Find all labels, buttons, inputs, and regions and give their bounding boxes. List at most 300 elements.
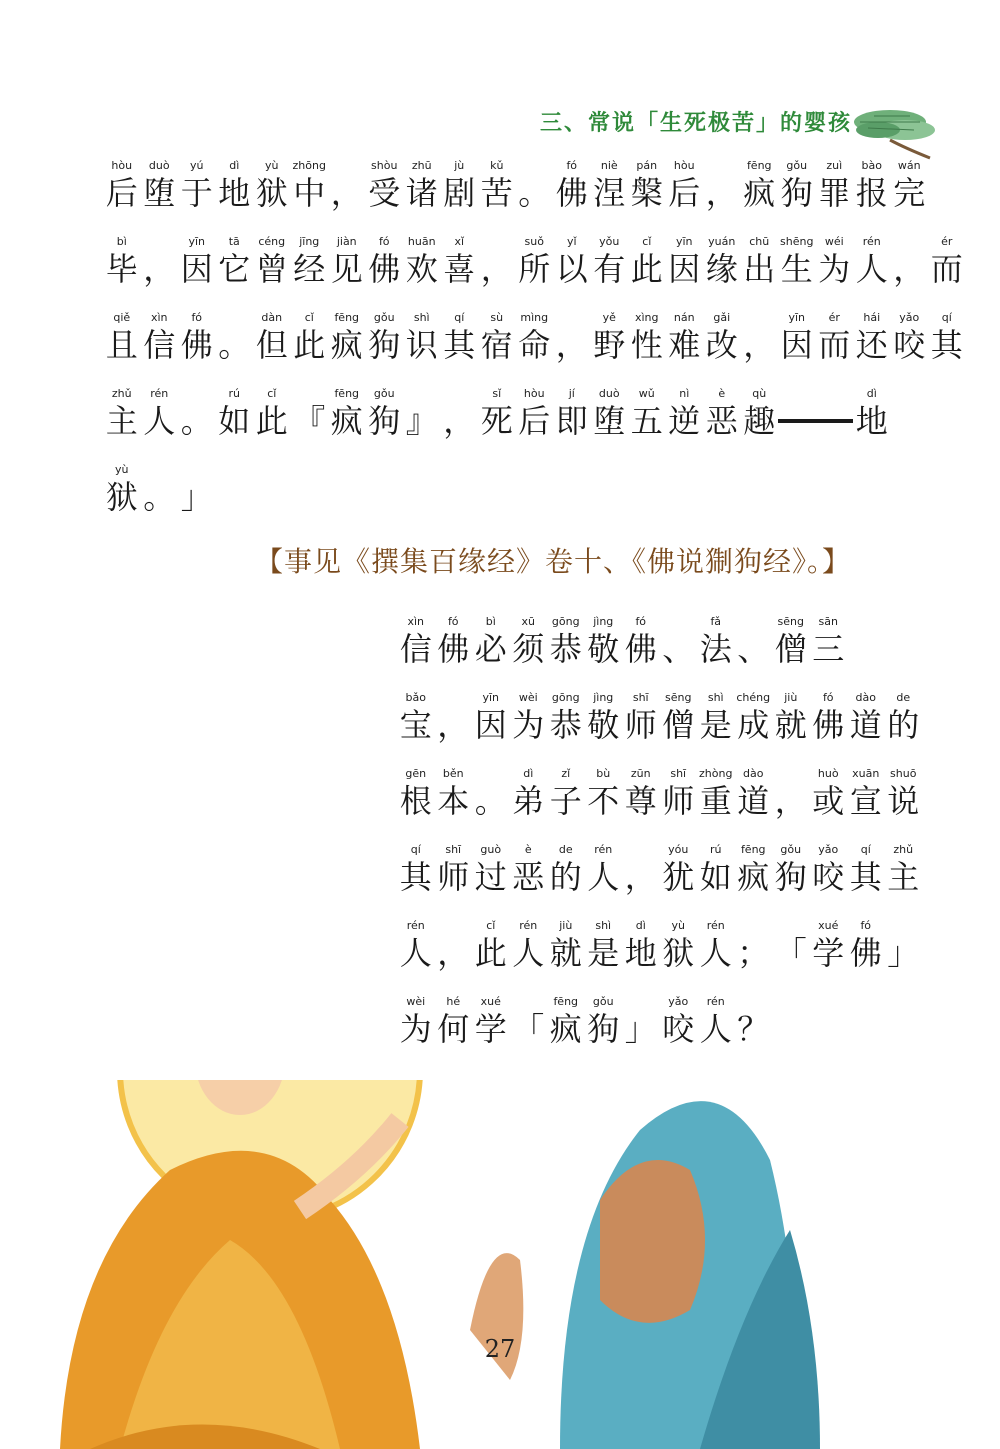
hanzi: 其 [399, 858, 432, 896]
character-cell [216, 386, 254, 440]
character-cell [697, 918, 735, 972]
hanzi: 疯 [330, 326, 363, 364]
character-cell [510, 766, 548, 820]
pinyin: yě [602, 311, 616, 324]
character-cell [478, 310, 516, 364]
character-cell [141, 234, 179, 288]
character-cell [847, 766, 885, 820]
character-cell [735, 614, 773, 668]
hanzi: 狗 [368, 326, 401, 364]
hanzi: ， [555, 326, 588, 364]
hanzi: 「 [774, 934, 807, 972]
character-cell [853, 386, 891, 440]
hanzi: 槃 [630, 174, 663, 212]
pinyin: céng [258, 235, 286, 248]
character-cell [253, 234, 291, 288]
character-cell [291, 386, 329, 440]
hanzi: 狗 [587, 1010, 620, 1048]
hanzi: 的 [887, 706, 920, 744]
character-cell [441, 158, 479, 212]
pinyin: yīn [675, 235, 693, 248]
hanzi: 过 [474, 858, 507, 896]
character-cell [547, 918, 585, 972]
hanzi: 识 [405, 326, 438, 364]
character-cell [703, 310, 741, 364]
character-cell [853, 158, 891, 212]
hanzi: ， [774, 782, 807, 820]
character-cell [666, 386, 704, 440]
pinyin: zǐ [561, 767, 571, 780]
hanzi: 疯 [330, 402, 363, 440]
hanzi: 其 [443, 326, 476, 364]
character-cell [141, 158, 179, 212]
character-cell [553, 234, 591, 288]
pinyin: qí [454, 311, 465, 324]
character-cell [591, 386, 629, 440]
character-cell [403, 310, 441, 364]
character-cell [816, 310, 854, 364]
character-cell [472, 690, 510, 744]
character-cell [397, 766, 435, 820]
hanzi: 道 [849, 706, 882, 744]
character-cell [435, 766, 473, 820]
character-cell [291, 310, 329, 364]
character-cell [366, 310, 404, 364]
pinyin: jí [568, 387, 575, 400]
hanzi: 命 [518, 326, 551, 364]
text-line [103, 158, 928, 212]
hanzi: 完 [893, 174, 926, 212]
character-cell [516, 234, 554, 288]
hanzi: 因 [474, 706, 507, 744]
character-cell [547, 994, 585, 1048]
hanzi: 须 [512, 630, 545, 668]
hanzi: 僧 [662, 706, 695, 744]
hanzi: 宝 [399, 706, 432, 744]
pinyin: gǒu [780, 843, 802, 856]
character-cell [735, 994, 773, 1048]
pinyin: yīn [482, 691, 500, 704]
hanzi: 僧 [774, 630, 807, 668]
hanzi: 犹 [662, 858, 695, 896]
pinyin: cǐ [486, 919, 496, 932]
hanzi: 恶 [512, 858, 545, 896]
hanzi: 本 [437, 782, 470, 820]
hanzi: ， [705, 174, 738, 212]
pinyin: bù [596, 767, 611, 780]
pinyin: fó [447, 615, 459, 628]
character-cell [660, 994, 698, 1048]
hanzi: 如 [699, 858, 732, 896]
text-line [397, 918, 922, 972]
character-cell [553, 158, 591, 212]
pinyin: fēng [334, 387, 360, 400]
chapter-header: 三、常说「生死极苦」的婴孩 [539, 111, 852, 136]
character-cell [328, 386, 366, 440]
hanzi: 苦 [480, 174, 513, 212]
character-cell [397, 614, 435, 668]
text-line [397, 614, 847, 668]
character-cell [778, 158, 816, 212]
pinyin: rén [150, 387, 169, 400]
character-cell [666, 158, 704, 212]
pinyin: jìng [593, 615, 614, 628]
hanzi: 就 [549, 934, 582, 972]
hanzi: 狗 [368, 402, 401, 440]
hanzi: 逆 [668, 402, 701, 440]
pinyin: jiù [784, 691, 798, 704]
pinyin: bào [861, 159, 882, 172]
hanzi: 地 [218, 174, 251, 212]
hanzi: ， [443, 402, 476, 440]
hanzi: 主 [887, 858, 920, 896]
hanzi: 地 [624, 934, 657, 972]
character-cell [435, 614, 473, 668]
pinyin: de [558, 843, 573, 856]
pinyin: sù [490, 311, 504, 324]
pine-tree-icon [850, 100, 940, 162]
character-cell [622, 842, 660, 896]
hanzi: 。 [218, 326, 251, 364]
hanzi: 地 [855, 402, 888, 440]
character-cell [735, 842, 773, 896]
character-cell [772, 614, 810, 668]
text-line [397, 994, 772, 1048]
hanzi: 佛 [624, 630, 657, 668]
hanzi: 人 [699, 934, 732, 972]
pinyin: dào [855, 691, 876, 704]
character-cell [178, 462, 216, 516]
hanzi: 欢 [405, 250, 438, 288]
hanzi: 。 [474, 782, 507, 820]
character-cell [928, 234, 966, 288]
character-cell [741, 386, 779, 440]
pinyin: yīn [188, 235, 206, 248]
pinyin: pán [636, 159, 658, 172]
pinyin: cǐ [304, 311, 314, 324]
text-line [397, 690, 922, 744]
character-cell [103, 310, 141, 364]
character-cell [510, 614, 548, 668]
character-cell [660, 690, 698, 744]
hanzi: 因 [180, 250, 213, 288]
character-cell [547, 614, 585, 668]
hanzi: 恭 [549, 630, 582, 668]
character-cell [141, 462, 179, 516]
character-cell [547, 690, 585, 744]
hanzi: 。 [143, 478, 176, 516]
pinyin: gǒu [592, 995, 614, 1008]
buddha-and-woman-illustration [0, 1080, 1000, 1449]
hanzi: 堕 [143, 174, 176, 212]
hanzi: 人 [699, 1010, 732, 1048]
pinyin: zhǔ [893, 843, 914, 856]
hanzi: 难 [668, 326, 701, 364]
pinyin: sēng [777, 615, 804, 628]
pinyin: wèi [406, 995, 426, 1008]
character-cell [703, 386, 741, 440]
character-cell [291, 234, 329, 288]
hanzi: 恭 [549, 706, 582, 744]
hanzi: 是 [587, 934, 620, 972]
character-cell [397, 842, 435, 896]
character-cell [810, 614, 848, 668]
pinyin: fēng [740, 843, 766, 856]
hanzi: ， [480, 250, 513, 288]
pinyin: xū [521, 615, 535, 628]
pinyin: rén [406, 919, 425, 932]
pinyin: rú [710, 843, 722, 856]
character-cell [478, 234, 516, 288]
pinyin: fǎ [710, 615, 722, 628]
hanzi: 但 [255, 326, 288, 364]
pinyin: dào [743, 767, 764, 780]
character-cell [585, 994, 623, 1048]
hanzi: 即 [555, 402, 588, 440]
pinyin: yù [671, 919, 685, 932]
character-cell [741, 234, 779, 288]
hanzi: 报 [855, 174, 888, 212]
character-cell [735, 918, 773, 972]
character-cell [660, 842, 698, 896]
pinyin: rén [594, 843, 613, 856]
pinyin: de [896, 691, 911, 704]
character-cell [847, 918, 885, 972]
hanzi: 敬 [587, 706, 620, 744]
character-cell [591, 158, 629, 212]
character-cell [216, 234, 254, 288]
hanzi: 为 [818, 250, 851, 288]
pinyin: rén [519, 919, 538, 932]
character-cell [547, 766, 585, 820]
character-cell [291, 158, 329, 212]
hanzi: 。 [180, 402, 213, 440]
pinyin: sēng [665, 691, 692, 704]
character-cell [397, 690, 435, 744]
pinyin: zuì [826, 159, 843, 172]
pinyin: sān [818, 615, 838, 628]
character-cell [472, 918, 510, 972]
pinyin: jiàn [336, 235, 357, 248]
hanzi: 喜 [443, 250, 476, 288]
pinyin: shì [595, 919, 612, 932]
character-cell [441, 234, 479, 288]
character-cell [928, 310, 966, 364]
hanzi: 人 [399, 934, 432, 972]
character-cell [516, 158, 554, 212]
pinyin: guò [480, 843, 502, 856]
hanzi: 狱 [255, 174, 288, 212]
character-cell [141, 310, 179, 364]
pinyin: niè [600, 159, 618, 172]
hanzi: 狗 [780, 174, 813, 212]
character-cell [853, 234, 891, 288]
hanzi: 』 [405, 402, 438, 440]
character-cell [178, 310, 216, 364]
hanzi: 佛 [555, 174, 588, 212]
pinyin: huò [817, 767, 839, 780]
pinyin: kǔ [490, 159, 504, 172]
hanzi: 『 [293, 402, 326, 440]
hanzi: 还 [855, 326, 888, 364]
hanzi: ， [743, 326, 776, 364]
pinyin: rén [706, 919, 725, 932]
pinyin: yǎo [818, 843, 839, 856]
character-cell [622, 994, 660, 1048]
pinyin: wéi [824, 235, 844, 248]
hanzi: 佛 [812, 706, 845, 744]
character-cell [216, 310, 254, 364]
character-cell [472, 614, 510, 668]
hanzi: 说 [887, 782, 920, 820]
hanzi: 」 [624, 1010, 657, 1048]
hanzi: 以 [555, 250, 588, 288]
character-cell [891, 234, 929, 288]
hanzi: 信 [399, 630, 432, 668]
character-cell [810, 766, 848, 820]
character-cell [885, 918, 923, 972]
pinyin: bì [485, 615, 496, 628]
hanzi: 信 [143, 326, 176, 364]
hanzi: 毕 [105, 250, 138, 288]
pinyin: yǎo [899, 311, 920, 324]
hanzi: 弟 [512, 782, 545, 820]
hanzi: 曾 [255, 250, 288, 288]
hanzi: 罪 [818, 174, 851, 212]
hanzi: 、 [662, 630, 695, 668]
pinyin: sǐ [492, 387, 502, 400]
character-cell [216, 158, 254, 212]
character-cell [472, 766, 510, 820]
pinyin: suǒ [524, 235, 544, 248]
character-cell [553, 386, 591, 440]
character-cell [178, 386, 216, 440]
character-cell [591, 234, 629, 288]
hanzi: 子 [549, 782, 582, 820]
hanzi: 「 [512, 1010, 545, 1048]
hanzi: 学 [474, 1010, 507, 1048]
character-cell [397, 918, 435, 972]
hanzi: 人 [512, 934, 545, 972]
buddha-figure [60, 1080, 420, 1449]
hanzi: 出 [743, 250, 776, 288]
pinyin: fó [191, 311, 203, 324]
character-cell [585, 690, 623, 744]
pinyin: qiě [113, 311, 131, 324]
hanzi: 诸 [405, 174, 438, 212]
character-cell [810, 690, 848, 744]
character-cell [103, 234, 141, 288]
character-cell [403, 158, 441, 212]
character-cell [622, 690, 660, 744]
pinyin: mìng [520, 311, 549, 324]
pinyin: yù [115, 463, 129, 476]
pinyin: yǒu [599, 235, 620, 248]
hanzi: 咬 [812, 858, 845, 896]
hanzi: 疯 [737, 858, 770, 896]
hanzi: 重 [699, 782, 732, 820]
character-cell [622, 614, 660, 668]
hanzi: 佛 [849, 934, 882, 972]
character-cell [472, 842, 510, 896]
hanzi: 或 [812, 782, 845, 820]
pinyin: zhōng [292, 159, 326, 172]
pinyin: qí [410, 843, 421, 856]
hanzi: 师 [437, 858, 470, 896]
character-cell [885, 690, 923, 744]
character-cell [478, 386, 516, 440]
character-cell [847, 842, 885, 896]
hanzi: 堕 [593, 402, 626, 440]
pinyin: gōng [551, 615, 580, 628]
character-cell [328, 310, 366, 364]
hanzi: ， [143, 250, 176, 288]
character-cell [891, 158, 929, 212]
hanzi: 趣 [743, 402, 776, 440]
pinyin: gǒu [373, 387, 395, 400]
character-cell [435, 690, 473, 744]
hanzi: 宣 [849, 782, 882, 820]
hanzi: 所 [518, 250, 551, 288]
character-cell [510, 842, 548, 896]
pinyin: yuán [708, 235, 736, 248]
hanzi: 必 [474, 630, 507, 668]
dash-mark [778, 386, 853, 440]
character-cell [772, 918, 810, 972]
pinyin: fēng [334, 311, 360, 324]
pinyin: xìn [407, 615, 425, 628]
hanzi: 师 [624, 706, 657, 744]
pinyin: nán [673, 311, 695, 324]
hanzi: 后 [668, 174, 701, 212]
character-cell [103, 386, 141, 440]
character-cell [328, 234, 366, 288]
character-cell [478, 158, 516, 212]
pinyin: shī [445, 843, 462, 856]
hanzi: 人 [143, 402, 176, 440]
hanzi: 其 [849, 858, 882, 896]
pinyin: yóu [668, 843, 689, 856]
pinyin: xìng [634, 311, 659, 324]
pinyin: xǐ [454, 235, 465, 248]
hanzi: 它 [218, 250, 251, 288]
character-cell [441, 386, 479, 440]
character-cell [103, 462, 141, 516]
character-cell [585, 614, 623, 668]
character-cell [441, 310, 479, 364]
pinyin: fó [822, 691, 834, 704]
pinyin: hòu [523, 387, 545, 400]
hanzi: 狱 [105, 478, 138, 516]
character-cell [628, 158, 666, 212]
pinyin: duò [148, 159, 170, 172]
character-cell [510, 918, 548, 972]
pinyin: è [524, 843, 532, 856]
character-cell [628, 310, 666, 364]
character-cell [366, 234, 404, 288]
character-cell [735, 690, 773, 744]
hanzi: 狗 [774, 858, 807, 896]
pinyin: shuō [890, 767, 917, 780]
page-number: 27 [484, 1335, 516, 1363]
pinyin: dì [229, 159, 240, 172]
hanzi: 咬 [662, 1010, 695, 1048]
character-cell [253, 386, 291, 440]
pinyin: è [718, 387, 726, 400]
character-cell [103, 158, 141, 212]
hanzi: ， [624, 858, 657, 896]
text-line [103, 310, 966, 364]
